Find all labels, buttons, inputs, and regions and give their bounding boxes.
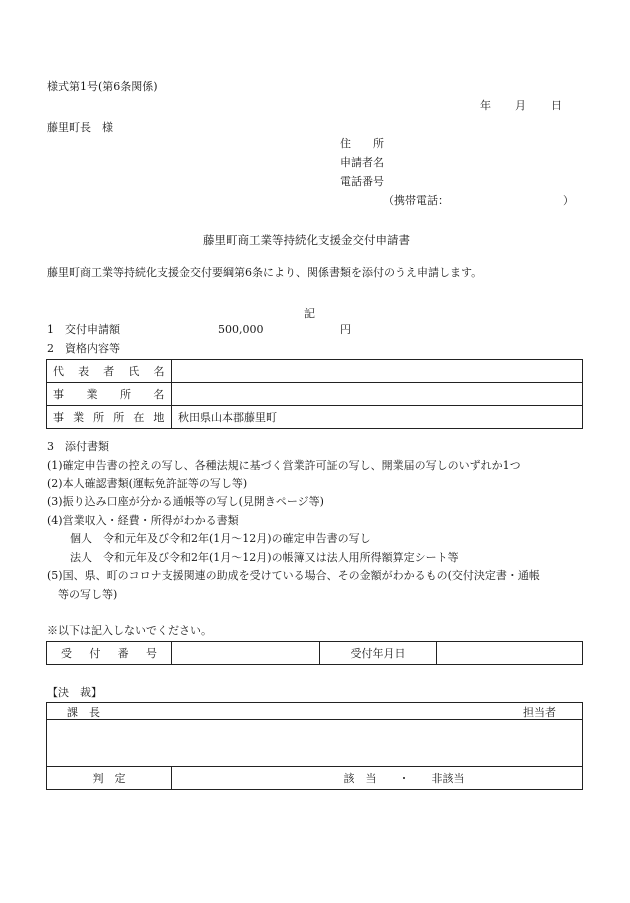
form-title: 藤里町商工業等持続化支援金交付申請書 xyxy=(203,233,410,247)
attachment-line-cont: 等の写し等) xyxy=(58,588,118,601)
address-label: 住 所 xyxy=(340,137,384,150)
seal-area[interactable] xyxy=(47,720,583,767)
table-row xyxy=(47,360,583,383)
mobile-label: （携帯電話： xyxy=(383,194,449,207)
applicable-choice[interactable]: 該 当 ・ 非該当 xyxy=(172,767,583,790)
item1-label: 1 交付申請額 xyxy=(47,323,120,336)
decision-header-row xyxy=(47,703,583,720)
phone-label: 電話番号 xyxy=(340,175,384,188)
office-use-note: ※以下は記入しないでください。 xyxy=(47,624,212,637)
judgment-label: 判 定 xyxy=(47,767,172,790)
date-year: 年 xyxy=(480,99,491,112)
business-name-field[interactable] xyxy=(172,383,583,406)
reception-date-label: 受付年月日 xyxy=(320,642,437,665)
table-row xyxy=(47,383,583,406)
item3-label: 3 添付書類 xyxy=(47,440,109,453)
decision-heading: 【決 裁】 xyxy=(47,686,102,699)
decision-table xyxy=(46,702,583,790)
attachment-line: (3)振り込み口座が分かる通帳等の写し(見開きページ等) xyxy=(47,495,324,508)
reception-table xyxy=(46,641,583,665)
representative-name-field[interactable] xyxy=(172,360,583,383)
chief-label: 課 長 xyxy=(67,706,100,719)
ki-heading: 記 xyxy=(304,307,315,320)
attachment-line: (1)確定申告書の控えの写し、各種法規に基づく営業許可証の写し、開業届の写しのいずれか1つ xyxy=(47,459,521,472)
date-day: 日 xyxy=(551,99,562,112)
form-number: 様式第1号(第6条関係) xyxy=(47,80,158,93)
attachment-line: (5)国、県、町のコロナ支援関連の助成を受けている場合、その金額がわかるもの(交付決定書・通帳 xyxy=(47,569,540,582)
reception-number-label: 受 付 番 号 xyxy=(47,642,172,665)
attachment-line: (2)本人確認書類(運転免許証等の写し等) xyxy=(47,477,248,490)
table-row xyxy=(47,720,583,767)
attachment-subline: 法人 令和元年及び令和2年(1月～12月)の帳簿又は法人用所得額算定シート等 xyxy=(70,551,459,564)
table-row xyxy=(47,767,583,790)
date-month: 月 xyxy=(515,99,526,112)
representative-name-label: 代 表 者 氏 名 xyxy=(47,360,172,383)
reception-number-field[interactable] xyxy=(172,642,320,665)
business-name-label: 事 業 所 名 xyxy=(47,383,172,406)
requested-amount: 500,000 xyxy=(218,323,264,336)
mobile-close: ） xyxy=(563,194,574,207)
reception-date-field[interactable] xyxy=(437,642,583,665)
addressee: 藤里町長 様 xyxy=(47,121,113,134)
business-address-field[interactable]: 秋田県山本郡藤里町 xyxy=(172,406,583,429)
amount-unit: 円 xyxy=(340,323,351,336)
attachment-line: (4)営業収入・経費・所得がわかる書類 xyxy=(47,514,239,527)
staff-label: 担当者 xyxy=(523,706,556,719)
intro-text: 藤里町商工業等持続化支援金交付要綱第6条により、関係書類を添付のうえ申請します。 xyxy=(47,266,483,279)
item2-label: 2 資格内容等 xyxy=(47,342,120,355)
table-row xyxy=(47,406,583,429)
business-address-label: 事 業 所 所 在 地 xyxy=(47,406,172,429)
applicant-name-label: 申請者名 xyxy=(340,156,384,169)
qualification-table xyxy=(46,359,583,429)
attachment-subline: 個人 令和元年及び令和2年(1月～12月)の確定申告書の写し xyxy=(70,532,371,545)
table-row xyxy=(47,703,583,720)
table-row xyxy=(47,642,583,665)
